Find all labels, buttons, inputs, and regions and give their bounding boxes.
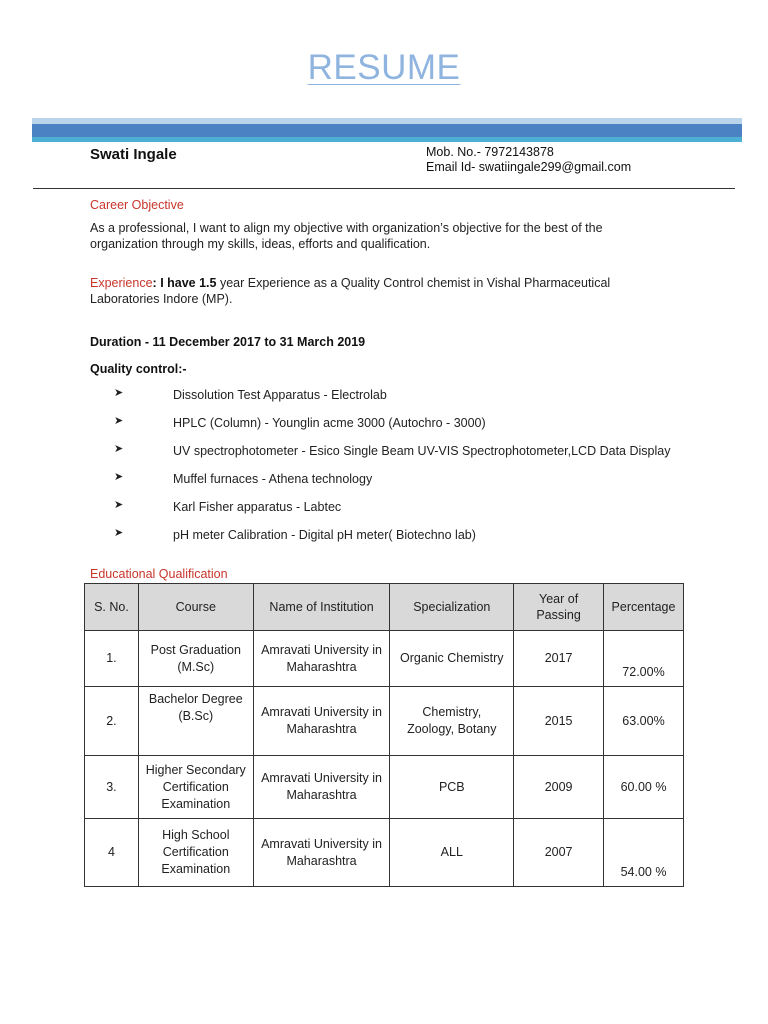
cell-year: 2017 [514,631,604,687]
arrowhead-bullet-icon: ➤ [114,471,124,483]
education-table [84,583,684,887]
education-heading: Educational Qualification [90,567,228,581]
cell-year: 2007 [514,819,604,887]
cell-sno: 4 [85,819,139,887]
experience-label: Experience [90,276,153,290]
arrowhead-bullet-icon: ➤ [114,443,124,455]
arrowhead-bullet-icon: ➤ [114,387,124,399]
col-header-course: Course [138,584,253,631]
cell-specialization: Organic Chemistry [390,631,514,687]
cell-institution: Amravati University in Maharashtra [253,819,390,887]
cell-specialization: Chemistry, Zoology, Botany [390,687,514,756]
experience-colon: : [152,276,161,290]
career-objective-text: As a professional, I want to align my objective with organization’s objective for the best of the organization through my skills, ideas, efforts and qualification. [90,221,603,251]
candidate-name: Swati Ingale [90,146,177,163]
email-address: Email Id- swatiingale299@gmail.com [426,160,632,174]
table-row [85,687,684,756]
col-header-percentage: Percentage [604,584,684,631]
arrowhead-bullet-icon: ➤ [114,527,124,539]
mobile-number: Mob. No.- 7972143878 [426,145,554,159]
cell-specialization: PCB [390,756,514,819]
experience-text-line2: Laboratories Indore (MP). [90,292,233,306]
cell-percentage: 60.00 % [604,756,684,819]
arrowhead-bullet-icon: ➤ [114,415,124,427]
col-header-specialization: Specialization [390,584,514,631]
header-band-cyan [32,137,742,142]
col-header-sno: S. No. [85,584,139,631]
cell-sno: 3. [85,756,139,819]
table-row [85,756,684,819]
cell-course: Bachelor Degree (B.Sc) [138,687,253,756]
table-header-row [85,584,684,631]
experience-paragraph [90,275,690,307]
header-divider [33,188,735,189]
cell-year: 2009 [514,756,604,819]
cell-course: Higher Secondary Certification Examination [138,756,253,819]
cell-percentage: 63.00% [604,687,684,756]
table-row [85,631,684,687]
cell-percentage: 54.00 % [604,819,684,887]
cell-year: 2015 [514,687,604,756]
header-band-blue [32,124,742,137]
cell-course: High School Certification Examination [138,819,253,887]
contact-block [426,145,631,175]
cell-course: Post Graduation (M.Sc) [138,631,253,687]
table-row [85,819,684,887]
cell-institution: Amravati University in Maharashtra [253,631,390,687]
cell-sno: 2. [85,687,139,756]
duration-line: Duration - 11 December 2017 to 31 March 2019 [90,335,366,349]
cell-specialization: ALL [390,819,514,887]
career-objective-heading: Career Objective [90,198,184,212]
col-header-institution: Name of Institution [253,584,390,631]
cell-percentage: 72.00% [604,631,684,687]
experience-text-line1: year Experience as a Quality Control chemist in Vishal Pharmaceutical [216,276,611,290]
cell-institution: Amravati University in Maharashtra [253,756,390,819]
cell-sno: 1. [85,631,139,687]
col-header-year: Year of Passing [514,584,604,631]
arrowhead-bullet-icon: ➤ [114,499,124,511]
resume-title: RESUME [307,48,461,87]
quality-control-heading: Quality control:- [90,362,187,376]
experience-years: I have 1.5 [160,276,217,290]
cell-institution: Amravati University in Maharashtra [253,687,390,756]
